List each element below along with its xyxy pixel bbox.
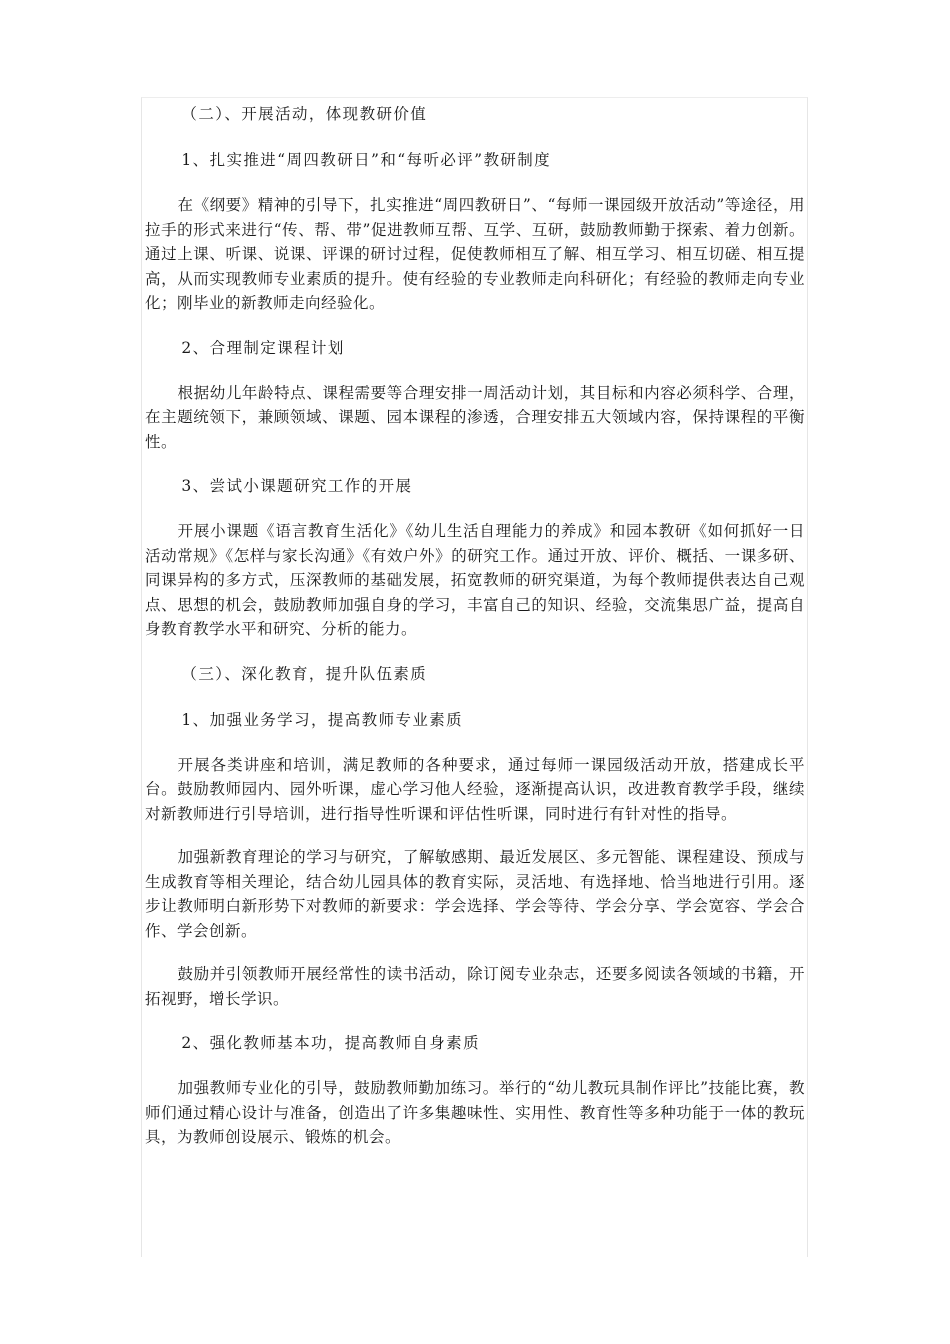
item-3-1-paragraph-2: 加强新教育理论的学习与研究，了解敏感期、最近发展区、多元智能、课程建设、预成与生成教育等相关理论，结合幼儿园具体的教育实际，灵活地、有选择地、恰当地进行引用。逐步让教师明白新形势下对教师的新要求：学会选择、学会等待、学会分享、学会宽容、学会合作、学会创新。	[145, 848, 805, 940]
item-3-1-heading: 1、加强业务学习，提高教师专业素质	[181, 710, 464, 729]
item-3-2-heading: 2、强化教师基本功，提高教师自身素质	[181, 1034, 480, 1052]
item-3-1-paragraph-1: 开展各类讲座和培训，满足教师的各种要求，通过每师一课园级活动开放，搭建成长平台。鼓励教师园内、园外听课，虚心学习他人经验，逐渐提高认识，改进教育教学手段，继续对新教师进行引导培训，进行指导性听课和评估性听课，同时进行有针对性的指导。	[145, 755, 805, 823]
item-2-2-heading: 2、合理制定课程计划	[181, 338, 345, 357]
document-body	[145, 101, 805, 1169]
section-3-heading: （三）、深化教育，提升队伍素质	[181, 664, 428, 683]
section-2-heading: （二）、开展活动，体现教研价值	[181, 105, 428, 123]
item-2-1-paragraph: 在《纲要》精神的引导下，扎实推进“周四教研日”、“每师一课园级开放活动”等途径，用拉手的形式来进行“传、帮、带”促进教师互帮、互学、互研，鼓励教师勤于探索、着力创新。通过上课、听课、说课、评课的研讨过程，促使教师相互了解、相互学习、相互切磋、相互提高，从而实现教师专业素质的提升。使有经验的专业教师走向科研化；有经验的教师走向专业化；刚毕业的新教师走向经验化。	[145, 196, 805, 312]
item-2-3-paragraph: 开展小课题《语言教育生活化》《幼儿生活自理能力的养成》和园本教研《如何抓好一日活动常规》《怎样与家长沟通》《有效户外》的研究工作。通过开放、评价、概括、一课多研、同课异构的多方式，压深教师的基础发展，拓宽教师的研究渠道，为每个教师提供表达自己观点、思想的机会，鼓励教师加强自身的学习，丰富自己的知识、经验，交流集思广益，提高自身教育教学水平和研究、分析的能力。	[145, 522, 805, 638]
item-3-1-paragraph-3: 鼓励并引领教师开展经常性的读书活动，除订阅专业杂志，还要多阅读各领域的书籍，开拓视野，增长学识。	[145, 965, 805, 1008]
item-2-3-heading: 3、尝试小课题研究工作的开展	[181, 477, 413, 495]
item-3-2-paragraph: 加强教师专业化的引导，鼓励教师勤加练习。举行的“幼儿教玩具制作评比”技能比赛，教师们通过精心设计与准备，创造出了许多集趣味性、实用性、教育性等多种功能于一体的教玩具，为教师创设展示、锻炼的机会。	[145, 1079, 805, 1146]
item-2-2-paragraph: 根据幼儿年龄特点、课程需要等合理安排一周活动计划，其目标和内容必须科学、合理，在主题统领下，兼顾领域、课题、园本课程的渗透，合理安排五大领域内容，保持课程的平衡性。	[145, 383, 805, 451]
item-2-1-heading: 1、扎实推进“周四教研日”和“每听必评”教研制度	[181, 151, 552, 169]
